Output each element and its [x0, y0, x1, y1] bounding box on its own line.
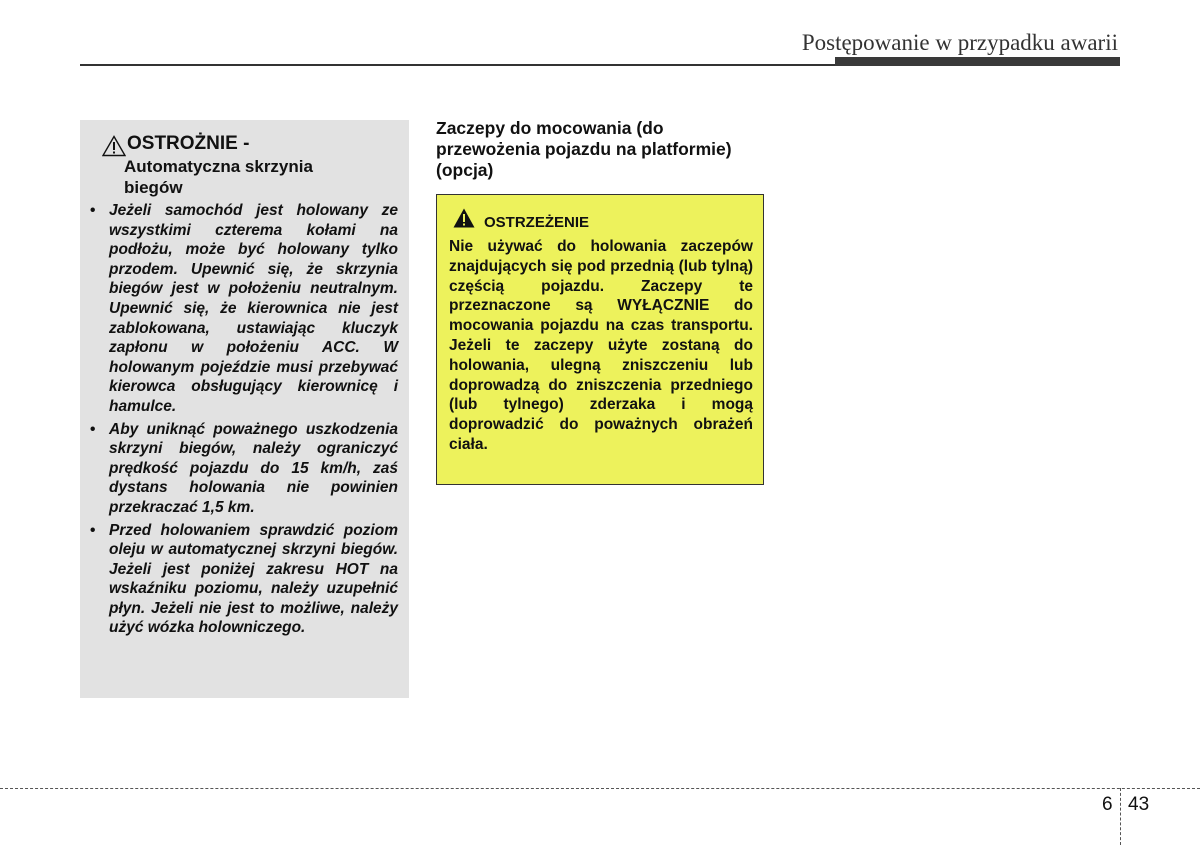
page-number: 43 [1128, 794, 1150, 815]
list-item [90, 201, 398, 417]
caution-list [90, 201, 398, 641]
warning-title: OSTRZEŻENIE [484, 214, 590, 231]
caution-subtitle: Automatyczna skrzynia biegów [124, 157, 313, 197]
header-accent-bar [835, 57, 1120, 66]
warning-box [436, 194, 764, 485]
warning-triangle-icon [453, 208, 475, 228]
caution-item-text: Przed holowaniem sprawdzić poziom oleju w automatycznej skrzyni biegów. Jeżeli jest poniżej zakresu HOT na wskaźniku poziomu, należy uzupełnić płyn. Jeżeli nie jest to możliwe, należy użyć wózka holowniczego. [109, 521, 398, 637]
section-heading: Zaczepy do mocowania (do przewożenia pojazdu na platformie) (opcja) [436, 118, 732, 180]
caution-item-text: Aby uniknąć poważnego uszkodzenia skrzyni biegów, należy ograniczyć prędkość pojazdu do 15 km/h, zaś dystans holowania nie powinien przekraczać 1,5 km. [109, 420, 398, 516]
bullet: • [90, 420, 96, 438]
list-item [90, 420, 398, 518]
bullet: • [90, 521, 96, 539]
caution-box [80, 120, 409, 698]
caution-item-text: Jeżeli samochód jest holowany ze wszystkimi czterema kołami na podłożu, może być holowany tylko przodem. Upewnić się, że skrzynia biegów jest w położeniu neutralnym. Upewnić się, że kierownica nie jest zablokowana, ustawiając kluczyk zapłonu w położeniu ACC. W holowanym pojeździe musi przebywać kierowca obsługujący kierownicę i hamulce. [109, 202, 398, 415]
list-item [90, 521, 398, 639]
page-header-title: Postępowanie w przypadku awarii [801, 30, 1118, 55]
section-number: 6 [1102, 794, 1113, 815]
caution-triangle-icon [102, 135, 126, 157]
bullet: • [90, 202, 96, 219]
caution-title: OSTROŻNIE - [127, 133, 250, 154]
footer-dashed-divider [1120, 788, 1121, 845]
warning-text: Nie używać do holowania zaczepów znajdujących się pod przednią (lub tylną) częścią pojazdu. Zaczepy te przeznaczone są WYŁĄCZNIE do mocowania pojazdu na czas transportu. Jeżeli te zaczepy użyte zostaną do holowania, ulegną zniszczeniu lub doprowadzą do zniszczenia przedniego (lub tylnego) zderzaka i mogą doprowadzić do poważnych obrażeń ciała. [449, 238, 753, 453]
footer-dashed-rule [0, 788, 1200, 789]
